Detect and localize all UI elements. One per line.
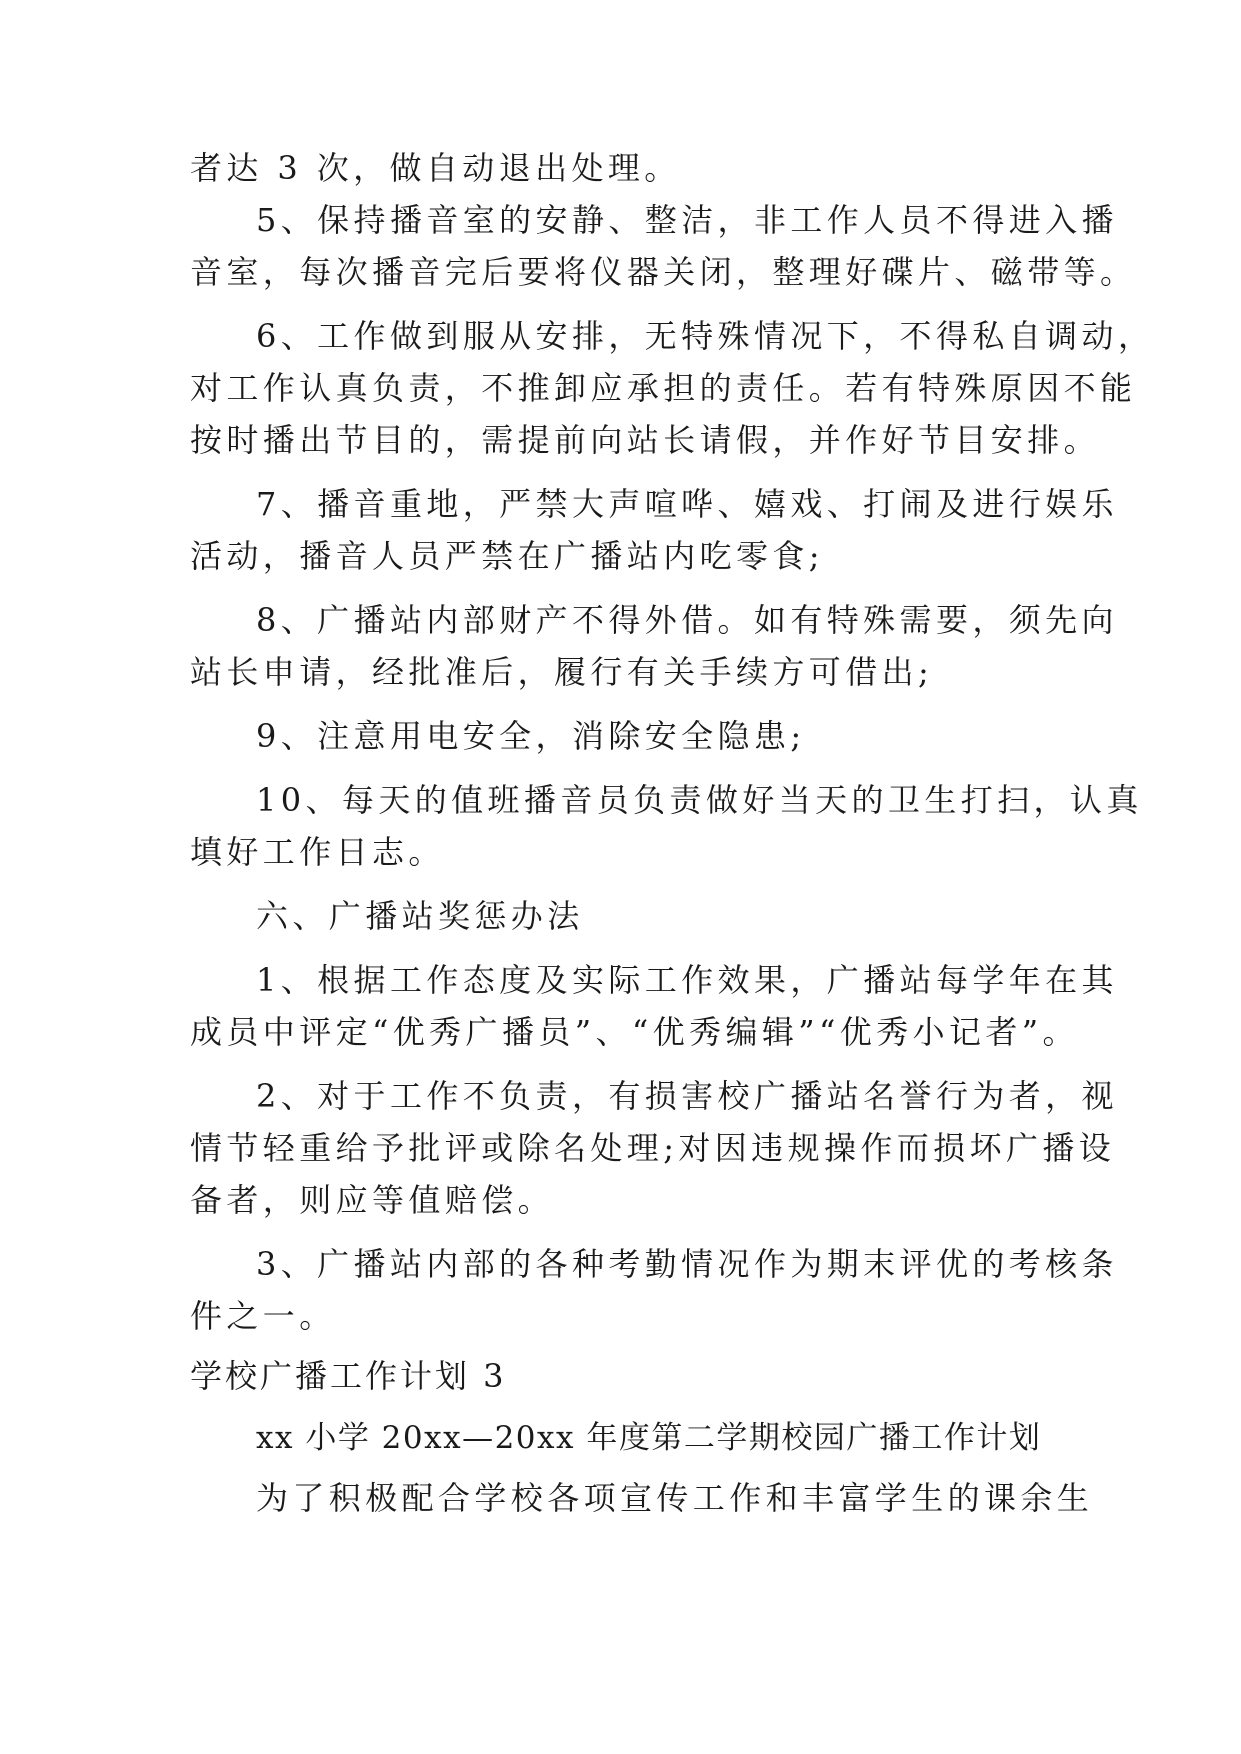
text-line: 2、对于工作不负责，有损害校广播站名誉行为者，视 bbox=[256, 1077, 1118, 1115]
text-line: 8、广播站内部财产不得外借。如有特殊需要，须先向 bbox=[256, 601, 1118, 639]
section-heading: 六、广播站奖惩办法 bbox=[256, 897, 584, 935]
text-line: 情节轻重给予批评或除名处理;对因违规操作而损坏广播设 bbox=[190, 1129, 1116, 1167]
text-line: 站长申请，经批准后，履行有关手续方可借出; bbox=[190, 653, 934, 691]
text-line: 1、根据工作态度及实际工作效果，广播站每学年在其 bbox=[256, 961, 1118, 999]
text-line: 备者，则应等值赔偿。 bbox=[190, 1181, 555, 1219]
text-line: 活动，播音人员严禁在广播站内吃零食; bbox=[190, 537, 824, 575]
text-line: 9、注意用电安全，消除安全隐患; bbox=[256, 717, 806, 755]
text-line: 者达 3 次，做自动退出处理。 bbox=[190, 149, 681, 187]
text-line: 填好工作日志。 bbox=[190, 833, 445, 871]
document-subtitle: xx 小学 20xx—20xx 年度第二学期校园广播工作计划 bbox=[256, 1420, 1042, 1456]
text-line: 3、广播站内部的各种考勤情况作为期末评优的考核条 bbox=[256, 1245, 1118, 1283]
text-line: 对工作认真负责，不推卸应承担的责任。若有特殊原因不能 bbox=[190, 369, 1137, 407]
text-line: 音室，每次播音完后要将仪器关闭，整理好碟片、磁带等。 bbox=[190, 253, 1137, 291]
text-line: 件之一。 bbox=[190, 1297, 336, 1335]
text-line: 按时播出节目的，需提前向站长请假，并作好节目安排。 bbox=[190, 421, 1101, 459]
text-line: 5、保持播音室的安静、整洁，非工作人员不得进入播 bbox=[256, 201, 1118, 239]
text-line: 成员中评定“优秀广播员”、“优秀编辑”“优秀小记者”。 bbox=[190, 1013, 1079, 1051]
text-line: 7、播音重地，严禁大声喧哗、嬉戏、打闹及进行娱乐 bbox=[256, 485, 1118, 523]
text-line: 10、每天的值班播音员负责做好当天的卫生打扫，认真 bbox=[256, 781, 1143, 819]
text-line: 为了积极配合学校各项宣传工作和丰富学生的课余生 bbox=[256, 1479, 1094, 1517]
document-title: 学校广播工作计划 3 bbox=[190, 1357, 507, 1395]
text-line: 6、工作做到服从安排，无特殊情况下，不得私自调动， bbox=[256, 317, 1155, 355]
